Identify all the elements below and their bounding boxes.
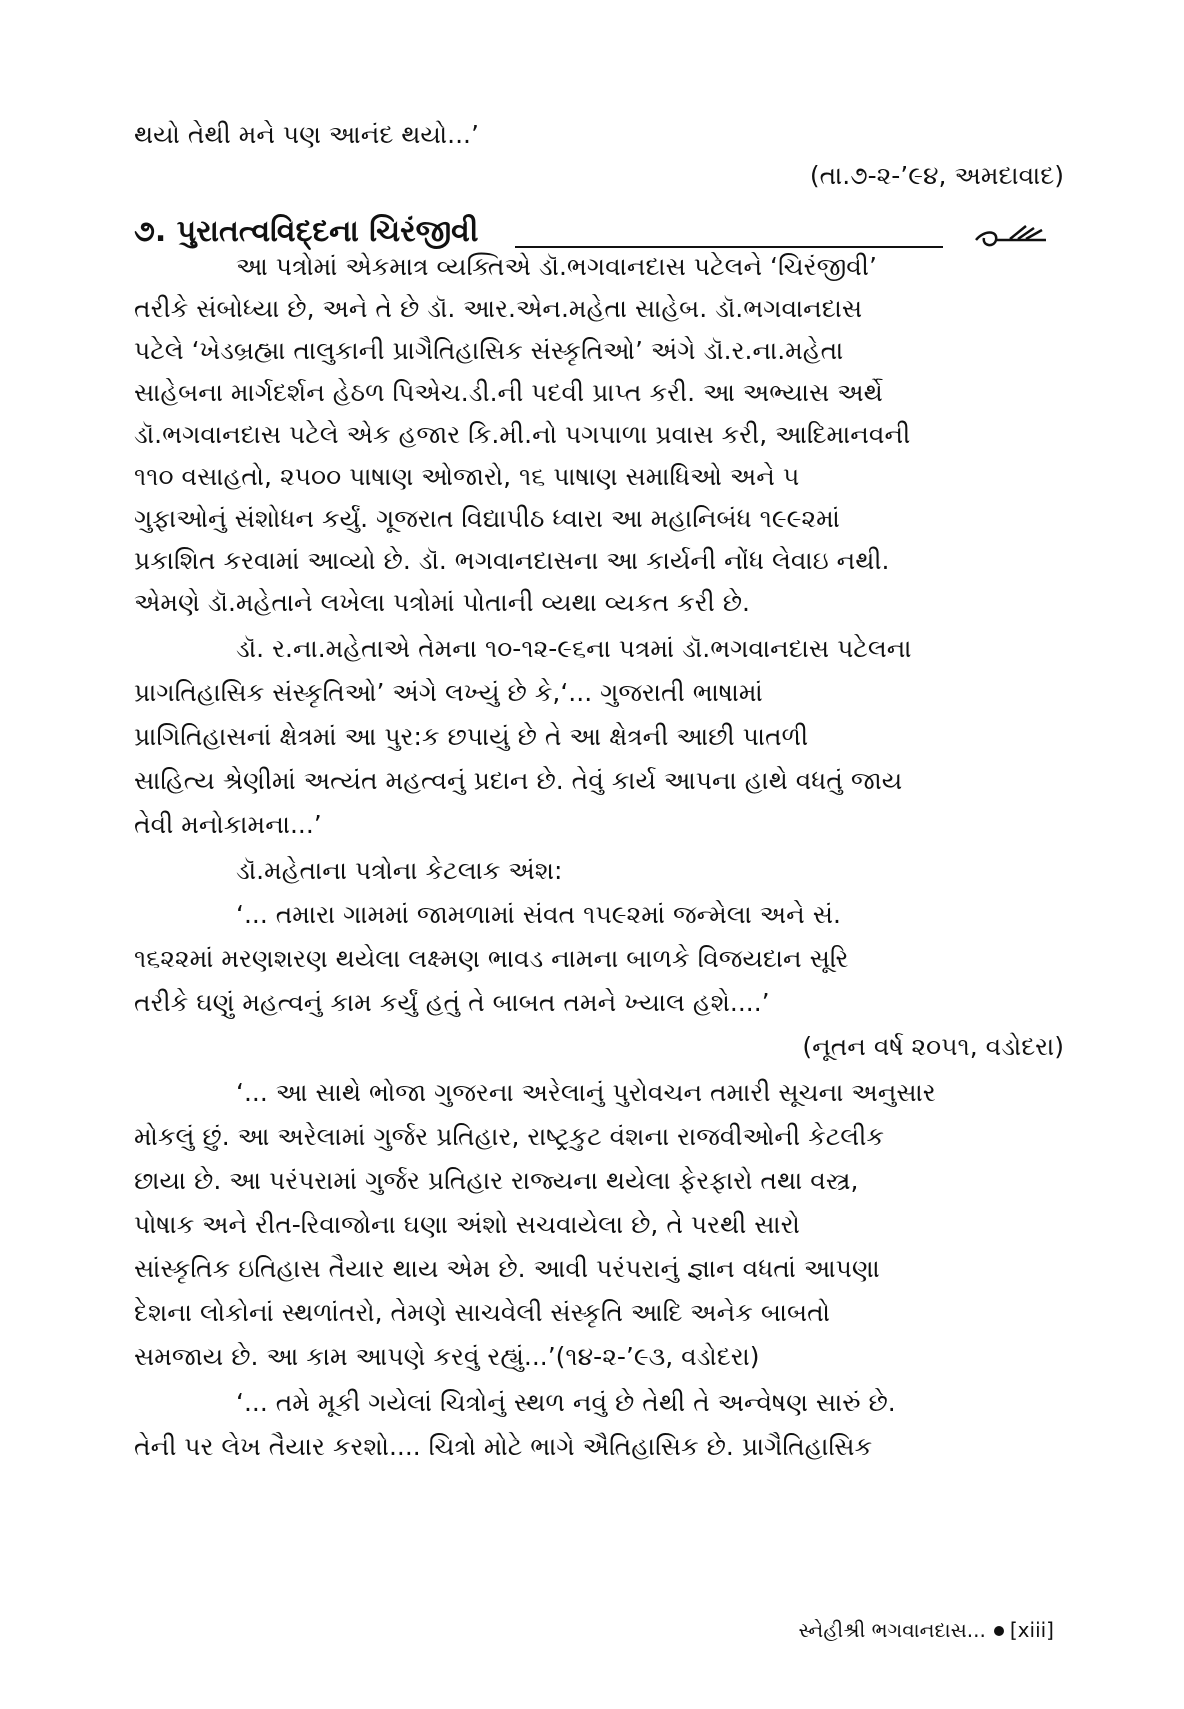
page-footer [799,1618,1054,1642]
date-note: (તા.૭-૨-’૯૪, અમદાવાદ) [809,161,1064,190]
text-line: પટેલે ‘ખેડબ્રહ્મા તાલુકાની પ્રાગૈતિહાસિક સંસ્કૃતિઓ’ અંગે ડૉ.ર.ના.મહેતા [134,336,844,365]
running-title: સ્નેહીશ્રી ભગવાનદાસ... [798,1618,986,1642]
text-line: દેશના લોકોનાં સ્થળાંતરો, તેમણે સાચવેલી સંસ્કૃતિ આદિ અનેક બાબતો [134,1298,830,1327]
text-line: ‘... તમે મૂકી ગયેલાં ચિત્રોનું સ્થળ નવું છે તેથી તે અન્વેષણ સારું છે. [236,1388,896,1417]
text-line: ડૉ. ર.ના.મહેતાએ તેમના ૧૦-૧૨-૯૬ના પત્રમાં ડૉ.ભગવાનદાસ પટેલના [236,634,912,663]
text-line: સાંસ્કૃતિક ઇતિહાસ તૈયાર થાય એમ છે. આવી પરંપરાનું જ્ઞાન વધતાં આપણા [134,1254,880,1283]
ornament-icon [970,220,1050,252]
text-line: ગુફાઓનું સંશોધન કર્યું. ગૂજરાત વિદ્યાપીઠ ધ્વારા આ મહાનિબંધ ૧૯૯૨માં [134,504,840,533]
text-line: છાયા છે. આ પરંપરામાં ગુર્જર પ્રતિહાર રાજ્યના થયેલા ફેરફારો તથા વસ્ત્ર, [134,1166,859,1195]
text-line: તરીકે સંબોધ્યા છે, અને તે છે ડૉ. આર.એન.મહેતા સાહેબ. ડૉ.ભગવાનદાસ [134,294,863,323]
text-line: પ્રાગતિહાસિક સંસ્કૃતિઓ’ અંગે લખ્યું છે કે,‘... ગુજરાતી ભાષામાં [134,678,763,707]
text-line: સાહેબના માર્ગદર્શન હેઠળ પિએચ.ડી.ની પદવી પ્રાપ્ત કરી. આ અભ્યાસ અર્થે [134,378,883,407]
text-line: પોષાક અને રીત-રિવાજોના ઘણા અંશો સચવાયેલા છે, તે પરથી સારો [134,1210,800,1239]
text-line: એમણે ડૉ.મહેતાને લખેલા પત્રોમાં પોતાની વ્યથા વ્યકત કરી છે. [134,588,750,617]
text-line: ૧૧૦ વસાહતો, ૨૫૦૦ પાષાણ ઓજારો, ૧૬ પાષાણ સમાધિઓ અને ૫ [134,462,800,491]
text-line: ‘... તમારા ગામમાં જામળામાં સંવત ૧૫૯૨માં જન્મેલા અને સં. [236,900,841,929]
date-note: (નૂતન વર્ષ ૨૦૫૧, વડોદરા) [802,1032,1064,1061]
section-heading: ૭. પુરાતત્વવિદ્દના ચિરંજીવી [134,214,479,249]
text-line: સમજાય છે. આ કામ આપણે કરવું રહ્યું...’(૧૪-૨-’૯૩, વડોદરા) [134,1342,760,1371]
text-line: તેની પર લેખ તૈયાર કરશો.... ચિત્રો મોટે ભાગે ઐતિહાસિક છે. પ્રાગૈતિહાસિક [134,1432,873,1461]
heading-rule [515,246,943,248]
page-number: [xiii] [1009,1618,1054,1642]
text-line: મોકલું છું. આ અરેલામાં ગુર્જર પ્રતિહાર, રાષ્ટ્રકુટ વંશના રાજવીઓની કેટલીક [134,1122,884,1151]
text-line: ‘... આ સાથે ભોજા ગુજરના અરેલાનું પુરોવચન તમારી સૂચના અનુસાર [236,1078,936,1107]
text-line: સાહિત્ય શ્રેણીમાં અત્યંત મહત્વનું પ્રદાન છે. તેવું કાર્ય આપના હાથે વધતું જાય [134,766,903,795]
text-line: આ પત્રોમાં એકમાત્ર વ્યક્તિએ ડૉ.ભગવાનદાસ પટેલને ‘ચિરંજીવી’ [236,252,877,281]
text-line: થયો તેથી મને પણ આનંદ થયો...’ [134,120,479,149]
text-line: પ્રકાશિત કરવામાં આવ્યો છે. ડૉ. ભગવાનદાસના આ કાર્યની નોંધ લેવાઇ નથી. [134,546,890,575]
text-line: ડૉ.ભગવાનદાસ પટેલે એક હજાર કિ.મી.નો પગપાળા પ્રવાસ કરી, આદિમાનવની [134,420,911,449]
text-line: પ્રાગિતિહાસનાં ક્ષેત્રમાં આ પુર:ક છપાયું છે તે આ ક્ષેત્રની આછી પાતળી [134,722,809,751]
text-line: તરીકે ઘણું મહત્વનું કામ કર્યું હતું તે બાબત તમને ખ્યાલ હશે....’ [134,988,770,1017]
text-line: ૧૬૨૨માં મરણશરણ થયેલા લક્ષ્મણ ભાવડ નામના બાળકે વિજયદાન સૂરિ [134,944,849,973]
bullet-icon [994,1626,1004,1636]
text-line: તેવી મનોકામના...’ [134,810,322,839]
text-line: ડૉ.મહેતાના પત્રોના કેટલાક અંશ: [236,856,563,885]
